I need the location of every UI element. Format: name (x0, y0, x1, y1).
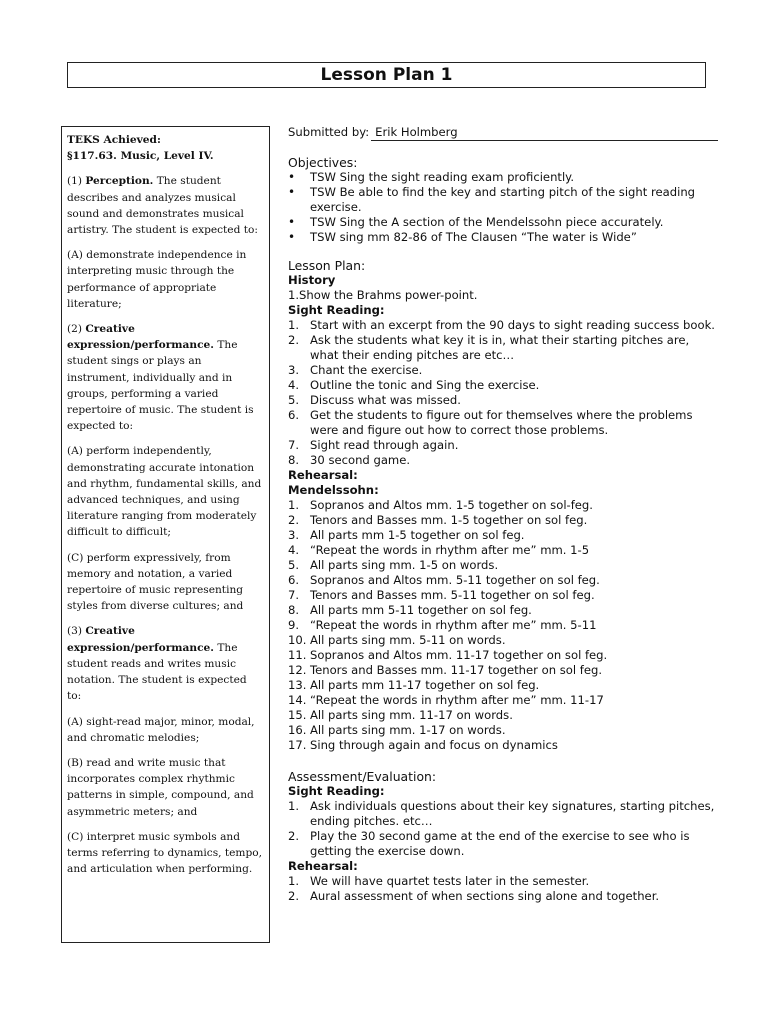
submitted-name: Erik Holmberg (371, 125, 718, 141)
item-number: 8. (288, 453, 300, 467)
lesson-plan-heading: Lesson Plan: (288, 258, 366, 273)
rehearsal-item (288, 738, 718, 753)
item-text: Sopranos and Altos mm. 5-11 together on sol feg. (310, 573, 600, 587)
teks-text: The student sings or plays an instrument, individually and in groups, performing a varied repertoire of music. The student is expected to: (67, 339, 254, 433)
teks-paragraph (67, 550, 263, 615)
rehearsal-item (288, 603, 718, 618)
item-text: Sopranos and Altos mm. 1-5 together on sol-feg. (310, 498, 593, 512)
sight-reading-item (288, 438, 718, 453)
teks-lead: (2) (67, 323, 86, 336)
assessment-heading: Assessment/Evaluation: (288, 769, 437, 784)
teks-paragraph (67, 321, 263, 434)
teks-lead: (3) (67, 625, 86, 638)
item-number: 7. (288, 588, 300, 602)
item-number: 2. (288, 333, 300, 347)
assessment-rehearsal-heading: Rehearsal: (288, 859, 358, 873)
teks-text: (B) read and write music that incorporates complex rhythmic patterns in simple, compound, and asymmetric meters; and (67, 756, 254, 818)
item-number: 4. (288, 543, 300, 557)
rehearsal-item (288, 708, 718, 723)
item-text: All parts mm 1-5 together on sol feg. (310, 528, 525, 542)
item-text: Sopranos and Altos mm. 11-17 together on sol feg. (310, 648, 608, 662)
item-text: “Repeat the words in rhythm after me” mm. 1-5 (310, 543, 590, 557)
item-text: Play the 30 second game at the end of the exercise to see who is getting the exercise down. (310, 829, 690, 858)
item-number: 12. (288, 663, 307, 677)
submitted-by (288, 125, 718, 141)
item-text: All parts sing mm. 5-11 on words. (310, 633, 506, 647)
item-number: 13. (288, 678, 307, 692)
teks-paragraph (67, 714, 263, 746)
item-number: 2. (288, 889, 300, 903)
assessment-sight-item (288, 799, 718, 829)
objective-item: • TSW Be able to find the key and starting pitch of the sight reading exercise. (288, 185, 718, 215)
teks-paragraph (67, 443, 263, 540)
sight-reading-item (288, 318, 718, 333)
item-text: Aural assessment of when sections sing alone and together. (310, 889, 660, 903)
rehearsal-item (288, 528, 718, 543)
item-text: All parts mm 11-17 together on sol feg. (310, 678, 540, 692)
teks-heading: TEKS Achieved: (67, 134, 161, 146)
item-text: All parts sing mm. 1-17 on words. (310, 723, 506, 737)
item-number: 8. (288, 603, 300, 617)
item-text: All parts mm 5-11 together on sol feg. (310, 603, 532, 617)
item-number: 6. (288, 573, 300, 587)
item-number: 2. (288, 513, 300, 527)
sight-reading-item (288, 453, 718, 468)
teks-bold-title: Creative expression/performance. (67, 625, 214, 654)
teks-bold-title: Perception. (85, 175, 154, 188)
assessment-sight-list (288, 799, 718, 859)
item-text: Sing through again and focus on dynamics (310, 738, 558, 752)
item-text: 30 second game. (310, 453, 411, 467)
item-text: Ask the students what key it is in, what their starting pitches are, what their ending pitches are etc… (310, 333, 690, 362)
history-heading: History (288, 273, 336, 287)
item-number: 5. (288, 558, 300, 572)
rehearsal-item (288, 633, 718, 648)
rehearsal-item (288, 513, 718, 528)
item-number: 15. (288, 708, 307, 722)
item-number: 6. (288, 408, 300, 422)
teks-lead: (1) (67, 175, 86, 188)
teks-paragraph (67, 755, 263, 820)
mendelssohn-heading: Mendelssohn: (288, 483, 379, 497)
item-number: 1. (288, 799, 300, 813)
sight-reading-item (288, 393, 718, 408)
rehearsal-item (288, 573, 718, 588)
rehearsal-item (288, 723, 718, 738)
rehearsal-item (288, 618, 718, 633)
item-text: Start with an excerpt from the 90 days to sight reading success book. (310, 318, 715, 332)
teks-text: (A) demonstrate independence in interpreting music through the performance of appropriate literature; (67, 249, 247, 310)
objectives-list (288, 170, 718, 245)
teks-paragraph (67, 829, 263, 878)
rehearsal-item (288, 498, 718, 513)
sight-reading-item (288, 378, 718, 393)
item-number: 5. (288, 393, 300, 407)
objective-item: • TSW Sing the sight reading exam proficiently. (288, 170, 718, 185)
assessment-rehearsal-list (288, 874, 718, 904)
sight-reading-heading: Sight Reading: (288, 303, 385, 317)
assessment-sight-heading: Sight Reading: (288, 784, 385, 798)
item-number: 2. (288, 829, 300, 843)
teks-text: (A) sight-read major, minor, modal, and chromatic melodies; (67, 715, 255, 744)
teks-text: (C) perform expressively, from memory and notation, a varied repertoire of music representing styles from diverse cultures; and (67, 551, 244, 613)
assessment-rehearsal-item (288, 874, 718, 889)
item-number: 16. (288, 723, 307, 737)
objectives-heading: Objectives: (288, 155, 358, 170)
objective-item: • TSW Sing the A section of the Mendelssohn piece accurately. (288, 215, 718, 230)
teks-section: §117.63. Music, Level IV. (67, 150, 214, 163)
item-number: 11. (288, 648, 307, 662)
teks-paragraph (67, 173, 263, 238)
teks-bold-title: Creative expression/performance. (67, 323, 214, 352)
item-number: 3. (288, 528, 300, 542)
item-number: 3. (288, 363, 300, 377)
rehearsal-item (288, 693, 718, 708)
teks-paragraph (67, 623, 263, 704)
lesson-content (288, 125, 718, 904)
item-text: Ask individuals questions about their key signatures, starting pitches, ending pitches. etc… (310, 799, 715, 828)
item-text: Get the students to figure out for themselves where the problems were and figure out how to correct those problems. (310, 408, 693, 437)
item-text: Outline the tonic and Sing the exercise. (310, 378, 540, 392)
item-text: “Repeat the words in rhythm after me” mm. 11-17 (310, 693, 604, 707)
rehearsal-item (288, 543, 718, 558)
item-number: 7. (288, 438, 300, 452)
item-number: 1. (288, 498, 300, 512)
item-number: 14. (288, 693, 307, 707)
item-number: 1. (288, 318, 300, 332)
item-text: We will have quartet tests later in the semester. (310, 874, 590, 888)
assessment-sight-item (288, 829, 718, 859)
item-text: Tenors and Basses mm. 11-17 together on sol feg. (310, 663, 603, 677)
rehearsal-list (288, 498, 718, 753)
item-number: 1. (288, 874, 300, 888)
page-title: Lesson Plan 1 (67, 62, 706, 88)
teks-text: (A) perform independently, demonstrating accurate intonation and rhythm, fundamental skills, and advanced techniques, and using literature ranging from moderately difficult to difficult; (67, 445, 262, 539)
history-item: 1.Show the Brahms power-point. (288, 288, 478, 302)
assessment-rehearsal-item (288, 889, 718, 904)
sight-reading-item (288, 363, 718, 378)
teks-text: The student reads and writes music notation. The student is expected to: (67, 641, 247, 703)
teks-paragraphs (67, 173, 263, 877)
rehearsal-item (288, 648, 718, 663)
sight-reading-item (288, 333, 718, 363)
teks-text: The student describes and analyzes musical sound and demonstrates musical artistry. The student is expected to: (67, 175, 258, 237)
item-text: Chant the exercise. (310, 363, 423, 377)
item-text: Tenors and Basses mm. 5-11 together on sol feg. (310, 588, 595, 602)
item-text: All parts sing mm. 11-17 on words. (310, 708, 513, 722)
teks-text: (C) interpret music symbols and terms referring to dynamics, tempo, and articulation when performing. (67, 830, 262, 876)
submitted-label: Submitted by: (288, 125, 370, 139)
item-text: All parts sing mm. 1-5 on words. (310, 558, 499, 572)
item-number: 17. (288, 738, 307, 752)
item-number: 9. (288, 618, 300, 632)
sight-reading-list (288, 318, 718, 468)
item-number: 10. (288, 633, 307, 647)
item-text: Sight read through again. (310, 438, 459, 452)
rehearsal-item (288, 588, 718, 603)
rehearsal-item (288, 663, 718, 678)
sight-reading-item (288, 408, 718, 438)
item-text: Discuss what was missed. (310, 393, 461, 407)
rehearsal-heading: Rehearsal: (288, 468, 358, 482)
item-text: Tenors and Basses mm. 1-5 together on sol feg. (310, 513, 588, 527)
teks-box (61, 126, 270, 943)
item-number: 4. (288, 378, 300, 392)
rehearsal-item (288, 558, 718, 573)
objective-item: • TSW sing mm 82-86 of The Clausen “The water is Wide” (288, 230, 718, 245)
teks-paragraph (67, 247, 263, 312)
item-text: “Repeat the words in rhythm after me” mm. 5-11 (310, 618, 597, 632)
rehearsal-item (288, 678, 718, 693)
